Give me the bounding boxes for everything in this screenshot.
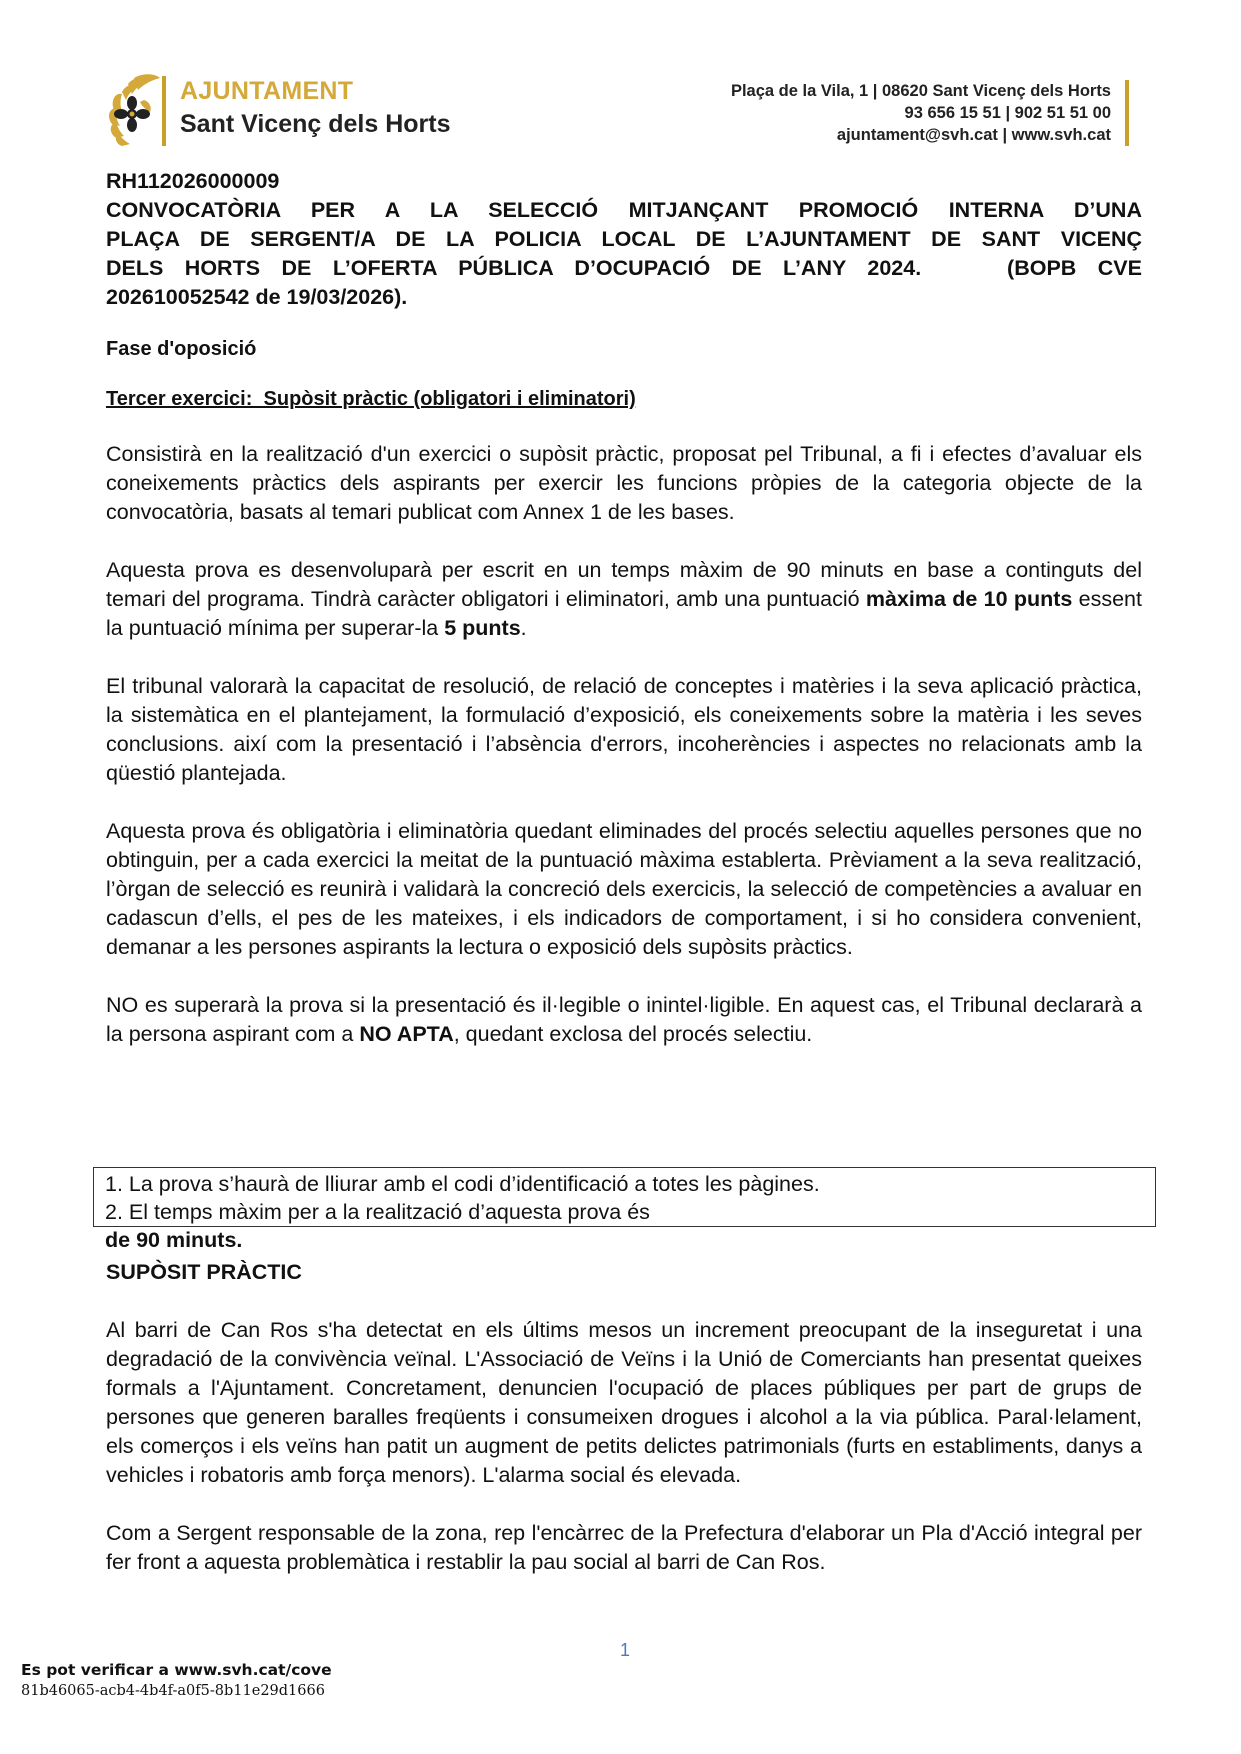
- paragraph: El tribunal valorarà la capacitat de resolució, de relació de conceptes i matèries i la seva aplicació pràctica, la sistemàtica en el plantejament, la formulació d’exposició, els coneixements sobre la matèria i les seves conclusions. així com la presentació i l’absència d'errors, incoherències i aspectes no relacionats amb la qüestió plantejada.: [106, 674, 1142, 785]
- contact-email-web: ajuntament@svh.cat | www.svh.cat: [836, 126, 1111, 144]
- contact-block: [731, 80, 1129, 146]
- bold-text: màxima de 10 punts: [865, 587, 1073, 611]
- document-heading: [106, 167, 1142, 312]
- paragraph: Aquesta prova és obligatòria i eliminatòria quedant eliminades del procés selectiu aquelles persones que no obtinguin, per a cada exercici la meitat de la puntuació màxima establerta. Prèviament a la seva realització, l’òrgan de selecció es reunirà i validarà la concreció dels exercicis, la selecció de competències a avaluar en cadascun d’ells, el pes de les mateixes, i els indicadors de comportament, i si ho considera convenient, demanar a les persones aspirants la lectura o exposició dels supòsits pràctics.: [106, 819, 1142, 959]
- case-study-section: [106, 1258, 1142, 1577]
- org-name-line1: AJUNTAMENT: [180, 77, 354, 105]
- document-body: [106, 167, 1142, 1049]
- document-reference: RH112026000009: [106, 169, 280, 193]
- paragraph: [106, 556, 1142, 643]
- instruction-item: [105, 1198, 1144, 1254]
- bold-text: 5 punts: [444, 616, 521, 640]
- section-exercise-heading: Tercer exercici: Supòsit pràctic (obligatori i eliminatori): [106, 388, 636, 410]
- text-run: essent la puntuació mínima per superar-la: [106, 587, 1142, 640]
- bold-text: de 90 minuts.: [105, 1228, 243, 1252]
- text-run: .: [520, 616, 527, 640]
- title-line: CONVOCATÒRIA PER A LA SELECCIÓ MITJANÇANT PROMOCIÓ INTERNA D’UNA: [106, 198, 1142, 222]
- title-line: PLAÇA DE SERGENT/A DE LA POLICIA LOCAL DE L’AJUNTAMENT DE SANT VICENÇ: [106, 227, 1142, 251]
- case-study-heading: SUPÒSIT PRÀCTIC: [106, 1260, 302, 1284]
- text-run: NO es superarà la prova si la presentació és il·legible o inintel·ligible. En aquest cas, el Tribunal declararà a la persona aspirant com a: [106, 993, 1142, 1046]
- contact-address: Plaça de la Vila, 1 | 08620 Sant Vicenç dels Horts: [730, 82, 1111, 100]
- organization-name: [162, 76, 450, 146]
- paragraph: [106, 991, 1142, 1049]
- paragraph: Al barri de Can Ros s'ha detectat en els últims mesos un increment preocupant de la inseguretat i una degradació de la convivència veïnal. L'Associació de Veïns i la Unió de Comerciants han presentat queixes formals a l'Ajuntament. Concretament, denuncien l'ocupació de places públiques per part de grups de persones que generen baralles freqüents i consumeixen drogues i alcohol a la via pública. Paral·lelament, els comerços i els veïns han patit un augment de petits delictes patrimonials (furts en establiments, danys a vehicles i robatoris amb força menors). L'alarma social és elevada.: [106, 1318, 1142, 1487]
- page-number: 1: [620, 1640, 631, 1660]
- contact-phones: 93 656 15 51 | 902 51 51 00: [904, 104, 1111, 122]
- text-run: Aquesta prova es desenvoluparà per escrit en un temps màxim de 90 minuts en base a continguts del temari del programa. Tindrà caràcter obligatori i eliminatori, amb una puntuació: [106, 558, 1142, 611]
- org-name-line2: Sant Vicenç dels Horts: [180, 110, 451, 138]
- text-run: , quedant exclosa del procés selectiu.: [453, 1022, 813, 1046]
- ajuntament-flower-logo-icon: [104, 70, 166, 150]
- bold-text: NO APTA: [359, 1022, 454, 1046]
- instructions-box: [93, 1167, 1156, 1252]
- verification-text: Es pot verificar a www.svh.cat/cove: [21, 1661, 332, 1679]
- paragraph: Com a Sergent responsable de la zona, rep l'encàrrec de la Prefectura d'elaborar un Pla d'Acció integral per fer front a aquesta problemàtica i restablir la pau social al barri de Can Ros.: [106, 1521, 1142, 1574]
- paragraph: Consistirà en la realització d'un exercici o supòsit pràctic, proposat pel Tribunal, a fi i efectes d’avaluar els coneixements pràctics dels aspirants per exercir les funcions pròpies de la categoria objecte de la convocatòria, basats al temari publicat com Annex 1 de les bases.: [106, 442, 1142, 524]
- title-line: 202610052542 de 19/03/2026).: [106, 285, 408, 309]
- title-line: DELS HORTS DE L’OFERTA PÚBLICA D’OCUPACIÓ DE L’ANY 2024. (BOPB CVE: [106, 256, 1142, 280]
- verification-hash: 81b46065-acb4-4b4f-a0f5-8b11e29d1666: [21, 1683, 325, 1699]
- section-phase-heading: Fase d'oposició: [106, 338, 257, 360]
- instruction-item: 1. La prova s’haurà de lliurar amb el codi d’identificació a totes les pàgines.: [105, 1172, 820, 1196]
- text-run: 2. El temps màxim per a la realització d’aquesta prova és: [105, 1200, 650, 1224]
